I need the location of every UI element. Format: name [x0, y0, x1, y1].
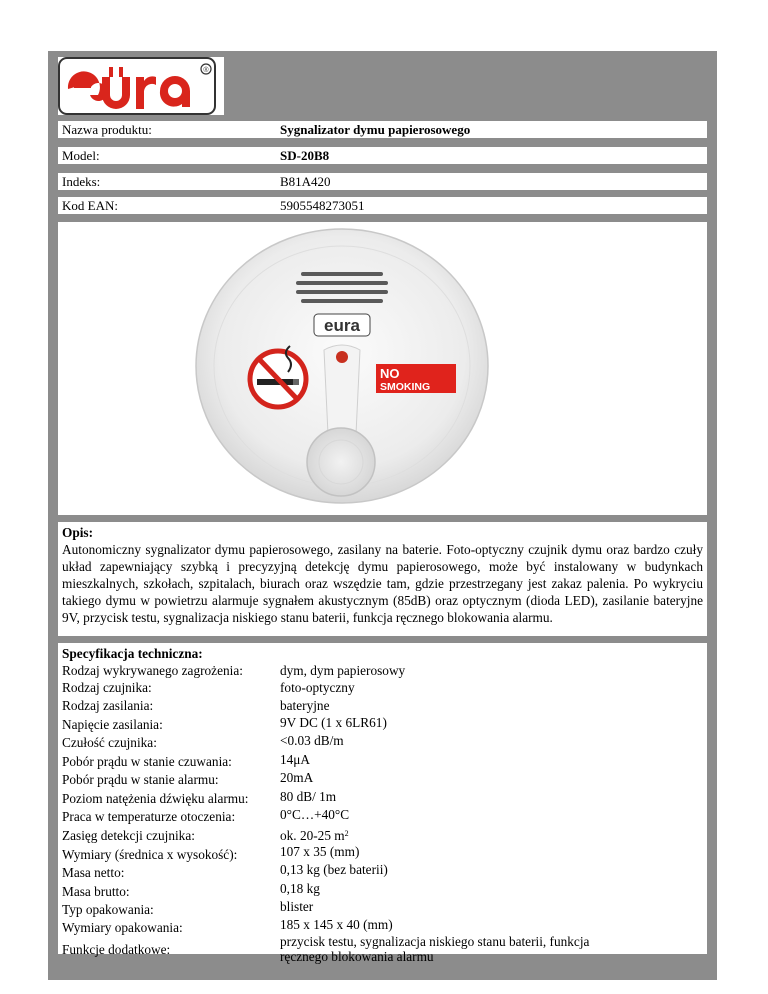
model-value: SD-20B8 [280, 148, 330, 163]
spec-value-extra-functions-line1: przycisk testu, sygnalizacja niskiego stanu baterii, funkcja [280, 934, 590, 949]
description-heading: Opis: [62, 525, 94, 540]
ean-label: Kod EAN: [62, 198, 118, 213]
device-image [58, 222, 707, 515]
spec-label-gross-mass: Masa brutto: [62, 884, 130, 899]
spec-value-voltage: 9V DC (1 x 6LR61) [280, 715, 387, 730]
spec-label-alarm-current: Pobór prądu w stanie alarmu: [62, 772, 219, 787]
ean-row [58, 197, 707, 214]
spec-value-power-type: bateryjne [280, 698, 330, 713]
product-name-label: Nazwa produktu: [62, 122, 152, 137]
spec-value-extra-functions-line2: ręcznego blokowania alarmu [280, 949, 434, 964]
model-label: Model: [62, 148, 100, 163]
spec-value-temperature: 0°C…+40°C [280, 807, 350, 822]
spec-label-threat: Rodzaj wykrywanego zagrożenia: [62, 663, 243, 678]
spec-value-range-text: ok. 20-25 m [280, 828, 345, 843]
model-row [58, 147, 707, 164]
spec-label-sensor: Rodzaj czujnika: [62, 680, 152, 695]
spec-value-package-dimensions: 185 x 145 x 40 (mm) [280, 917, 393, 932]
spec-label-sensitivity: Czułość czujnika: [62, 735, 157, 750]
spec-value-standby-current: 14μA [280, 752, 311, 767]
smoke-detector-illustration [58, 222, 707, 515]
registered-mark: ® [203, 67, 209, 74]
spec-label-package-type: Typ opakowania: [62, 902, 154, 917]
spec-section [58, 643, 707, 964]
spec-label-package-dimensions: Wymiary opakowania: [62, 920, 183, 935]
spec-value-alarm-current: 20mA [280, 770, 314, 785]
device-logo-text: eura [324, 316, 360, 335]
spec-value-sound-level: 80 dB/ 1m [280, 789, 337, 804]
index-label: Indeks: [62, 174, 101, 189]
spec-heading: Specyfikacja techniczna: [62, 646, 203, 661]
spec-label-dimensions: Wymiary (średnica x wysokość): [62, 847, 238, 862]
spec-value-threat: dym, dym papierosowy [280, 663, 406, 678]
led-indicator-icon [336, 351, 348, 363]
spec-value-package-type: blister [280, 899, 314, 914]
spec-label-net-mass: Masa netto: [62, 865, 125, 880]
spec-label-range: Zasięg detekcji czujnika: [62, 828, 195, 843]
product-name-value: Sygnalizator dymu papierosowego [280, 122, 471, 137]
spec-value-sensitivity: <0.03 dB/m [280, 733, 344, 748]
spec-value-range-sup: 2 [344, 829, 349, 838]
brand-logo [58, 57, 224, 115]
spec-value-sensor: foto-optyczny [280, 680, 355, 695]
description-text: Autonomiczny sygnalizator dymu papierosowego, zasilany na baterie. Foto-optyczny czujnik dymu oraz bardzo czuły układ zapewniający szybką i precyzyjną detekcję dymu papierosowego, może być instalowany w budynkach mieszkalnych, szkołach, szpitalach, biurach oraz wszędzie tam, gdzie przestrzegany jest zakaz palenia. Po wykryciu takiego dymu w powietrzu alarmuje sygnałem akustycznym (85dB) oraz optycznym (dioda LED), zasilanie bateryjne 9V, przycisk testu, sygnalizacja niskiego stanu baterii, funkcja ręcznego blokowania alarmu. [62, 542, 703, 625]
description-section [58, 522, 707, 636]
index-row [58, 173, 707, 190]
spec-label-voltage: Napięcie zasilania: [62, 717, 163, 732]
no-smoking-sign-line2: SMOKING [380, 381, 431, 393]
ean-value: 5905548273051 [280, 198, 365, 213]
product-sheet [48, 51, 717, 980]
spec-label-temperature: Praca w temperaturze otoczenia: [62, 809, 236, 824]
no-smoking-sign-line1: NO [380, 366, 400, 381]
spec-value-dimensions: 107 x 35 (mm) [280, 844, 360, 859]
spec-label-standby-current: Pobór prądu w stanie czuwania: [62, 754, 232, 769]
index-value: B81A420 [280, 174, 331, 189]
eura-logo-icon [58, 57, 224, 115]
spec-label-extra-functions: Funkcje dodatkowe: [62, 942, 171, 957]
spec-label-sound-level: Poziom natężenia dźwięku alarmu: [62, 791, 249, 806]
spec-label-power-type: Rodzaj zasilania: [62, 698, 154, 713]
spec-value-range [280, 827, 680, 844]
product-name-row [58, 121, 707, 138]
spec-value-net-mass: 0,13 kg (bez baterii) [280, 862, 388, 877]
test-button-icon [307, 428, 375, 496]
spec-value-gross-mass: 0,18 kg [280, 881, 320, 896]
